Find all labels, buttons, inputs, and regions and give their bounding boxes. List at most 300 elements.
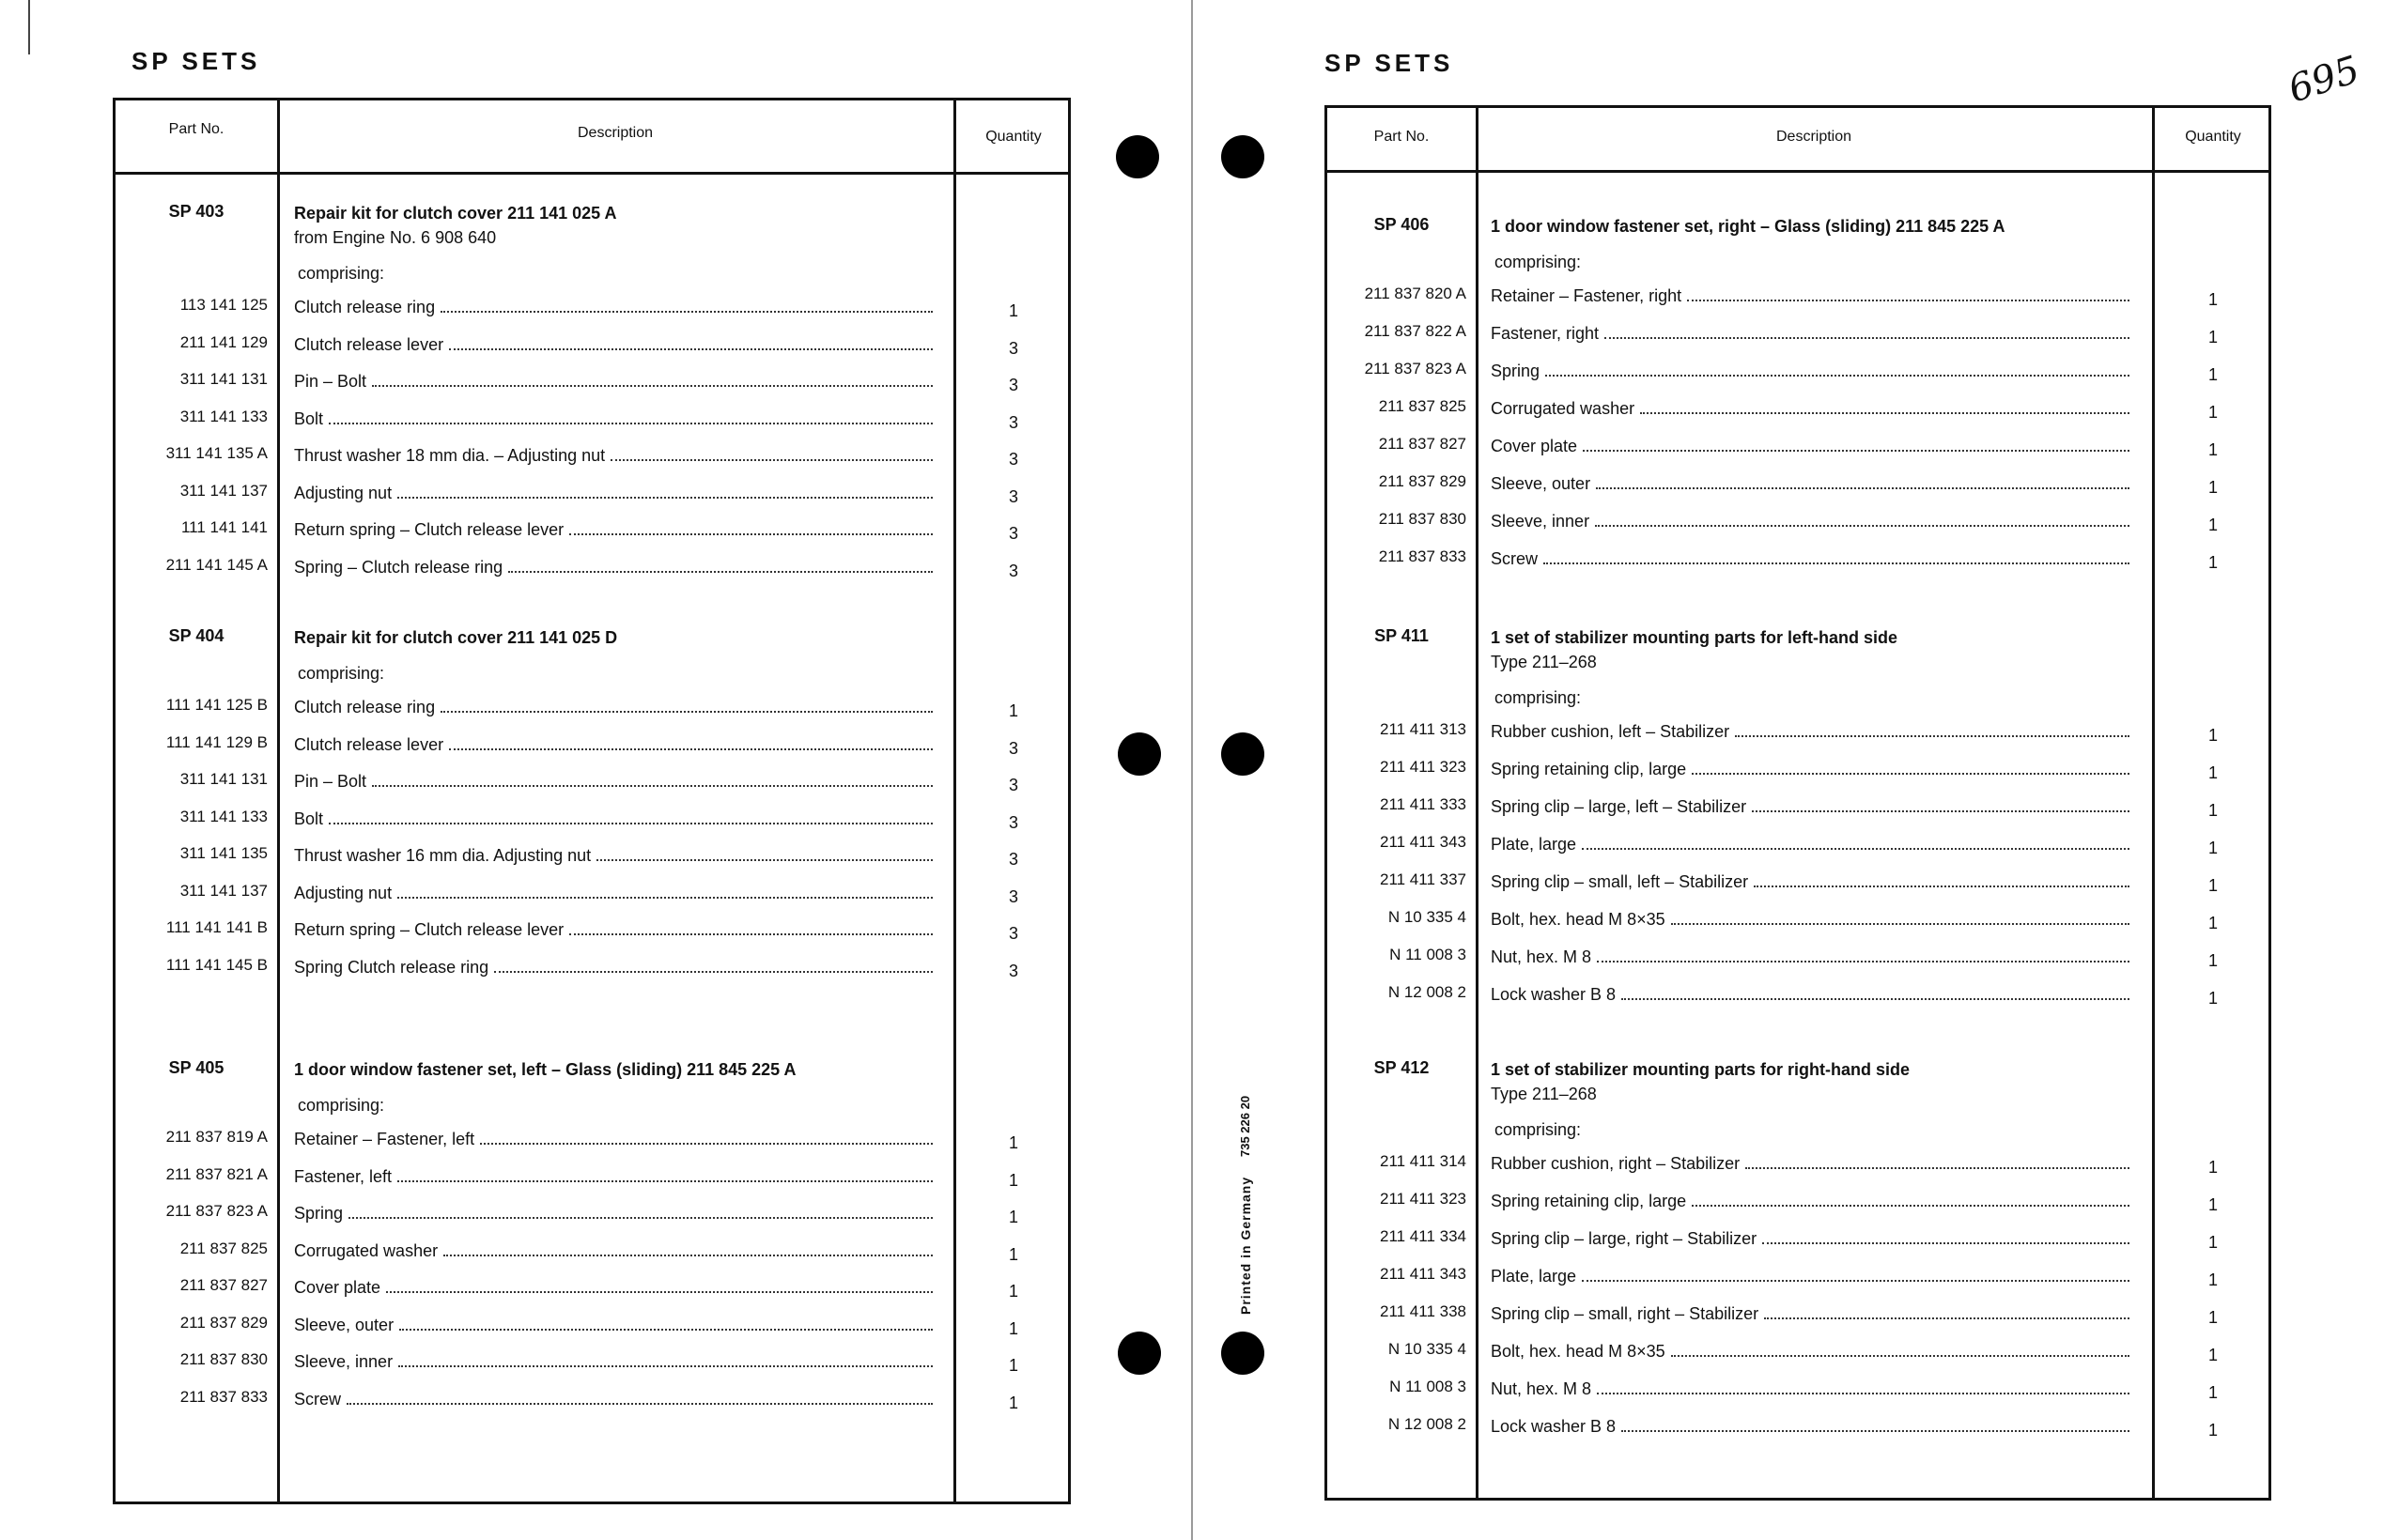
dot-leader (399, 1316, 933, 1331)
part-number: 311 141 137 (179, 881, 268, 900)
dot-leader (1582, 1267, 2129, 1282)
part-number: 111 141 145 B (165, 955, 268, 974)
description-text: Bolt (294, 408, 324, 428)
comprising-label: comprising: (298, 664, 385, 683)
quantity: 1 (2207, 989, 2218, 1008)
comprising-label: comprising: (1494, 253, 1582, 271)
punch-hole (1118, 1332, 1161, 1375)
part-number: 211 837 833 (1378, 547, 1466, 565)
dot-leader (480, 1130, 933, 1145)
part-number: 211 411 323 (1379, 758, 1466, 776)
table-row (116, 808, 1068, 841)
dot-leader (1735, 722, 2129, 737)
description-text: Clutch release ring (294, 298, 436, 316)
part-number: 211 411 334 (1379, 1227, 1466, 1245)
dot-leader (348, 1204, 933, 1219)
part-number: 211 411 338 (1379, 1302, 1466, 1320)
part-number: 211 141 145 A (165, 555, 268, 574)
item-description (294, 846, 933, 866)
quantity: 3 (1008, 776, 1018, 794)
part-number: 111 141 141 B (165, 918, 268, 936)
dot-leader (1582, 835, 2129, 850)
part-number: 211 411 323 (1379, 1190, 1466, 1208)
description-text: Spring – Clutch release ring (294, 557, 503, 577)
description-text: Sleeve, outer (1491, 474, 1591, 493)
table-row (116, 918, 1068, 952)
table-row (1327, 1378, 2268, 1411)
description-text: Clutch release ring (294, 698, 436, 716)
comprising-label: comprising: (298, 1096, 385, 1115)
item-description (1491, 872, 2129, 892)
punch-hole (1221, 135, 1264, 178)
table-row (116, 770, 1068, 804)
table-row (116, 333, 1068, 367)
description-text: Lock washer B 8 (1491, 1417, 1617, 1436)
comprising-label: comprising: (298, 264, 385, 283)
handwritten-page-number: 695 (2283, 48, 2365, 112)
header-quantity: Quantity (2185, 129, 2241, 145)
table-row (116, 556, 1068, 590)
quantity: 3 (1008, 376, 1018, 394)
table-row (1327, 983, 2268, 1017)
quantity: 3 (1008, 961, 1018, 980)
set-id: SP 404 (168, 626, 224, 645)
table-row (1327, 397, 2268, 431)
dot-leader (1752, 797, 2129, 812)
quantity: 1 (1008, 1393, 1018, 1412)
quantity: 1 (2207, 876, 2218, 895)
dot-leader (1595, 512, 2129, 527)
description-text: Adjusting nut (294, 883, 393, 902)
table-row (1327, 322, 2268, 356)
table-row (1327, 833, 2268, 867)
set-id: SP 405 (168, 1058, 224, 1077)
set-title: 1 door window fastener set, right – Glass (sliding) 211 845 225 A (1491, 217, 2005, 236)
quantity: 1 (1008, 1133, 1018, 1152)
quantity: 3 (1008, 561, 1018, 580)
dot-leader (508, 558, 933, 573)
quantity: 1 (2207, 1233, 2218, 1252)
printed-code: 735 226 20 (1238, 1095, 1252, 1157)
description-text: Spring Clutch release ring (294, 957, 489, 977)
part-number: 311 141 133 (179, 407, 268, 425)
item-description (1491, 910, 2129, 930)
punch-hole (1221, 732, 1264, 776)
description-text: Spring (294, 1204, 344, 1223)
header-divider (1327, 170, 2268, 173)
set-title: Repair kit for clutch cover 211 141 025 D (294, 628, 618, 647)
table-row (1327, 1340, 2268, 1374)
set-id: SP 403 (168, 202, 224, 221)
set-title: Repair kit for clutch cover 211 141 025 A (294, 204, 617, 223)
item-description (1491, 1417, 2129, 1437)
description-text: Retainer – Fastener, left (294, 1130, 475, 1148)
quantity: 3 (1008, 738, 1018, 758)
part-number: 211 141 129 (179, 332, 268, 351)
quantity: 1 (2207, 290, 2218, 309)
table-row (116, 1165, 1068, 1199)
dot-leader (397, 484, 933, 499)
part-number: 211 837 825 (179, 1239, 268, 1257)
item-description (294, 409, 933, 429)
dot-leader (1621, 985, 2129, 1000)
table-row (1327, 1152, 2268, 1186)
item-description (294, 772, 933, 792)
item-description (1491, 1192, 2129, 1211)
description-text: Sleeve, inner (1491, 512, 1590, 531)
part-number: 111 141 125 B (165, 696, 268, 714)
part-number: 311 141 131 (179, 370, 268, 388)
item-description (294, 1130, 933, 1149)
punch-hole (1221, 1332, 1264, 1375)
item-description (294, 920, 933, 940)
item-description (294, 698, 933, 717)
set-title: 1 door window fastener set, left – Glass (sliding) 211 845 225 A (294, 1060, 797, 1079)
dot-leader (1671, 1342, 2129, 1357)
quantity: 1 (1008, 301, 1018, 320)
description-text: Lock washer B 8 (1491, 985, 1617, 1004)
description-text: Corrugated washer (1491, 399, 1635, 418)
part-number: 211 411 343 (1379, 1265, 1466, 1283)
dot-leader (449, 735, 933, 750)
description-text: Nut, hex. M 8 (1491, 947, 1592, 966)
description-text: Spring retaining clip, large (1491, 760, 1687, 778)
table-row (116, 1314, 1068, 1348)
item-description (294, 446, 933, 466)
dot-leader (1543, 549, 2129, 564)
quantity: 3 (1008, 886, 1018, 906)
dot-leader (1692, 760, 2129, 775)
dot-leader (1754, 872, 2129, 887)
item-description (294, 1241, 933, 1261)
table-row (1327, 720, 2268, 754)
part-number: 111 141 129 B (165, 732, 268, 751)
description-text: Screw (294, 1389, 342, 1409)
part-number: 311 141 135 (179, 844, 268, 862)
quantity: 3 (1008, 450, 1018, 469)
item-description (294, 298, 933, 317)
set-subtitle: from Engine No. 6 908 640 (294, 228, 497, 247)
quantity: 1 (2207, 801, 2218, 820)
quantity: 3 (1008, 850, 1018, 869)
part-number: 211 837 825 (1378, 397, 1466, 415)
dot-leader (1604, 324, 2129, 339)
quantity: 1 (2207, 726, 2218, 745)
part-number: 211 837 827 (179, 1276, 268, 1294)
table-row (1327, 1415, 2268, 1449)
table-row (116, 1276, 1068, 1310)
header-divider (116, 172, 1068, 175)
dot-leader (1640, 399, 2129, 414)
item-description (294, 809, 933, 829)
quantity: 1 (2207, 365, 2218, 384)
item-description (1491, 399, 2129, 419)
item-description (294, 958, 933, 978)
description-text: Corrugated washer (294, 1240, 439, 1260)
description-text: Plate, large (1491, 835, 1577, 854)
table-row (116, 408, 1068, 441)
part-number: 211 837 822 A (1364, 322, 1466, 340)
dot-leader (347, 1390, 933, 1405)
table-row (1327, 1302, 2268, 1336)
quantity: 3 (1008, 924, 1018, 943)
item-description (294, 735, 933, 755)
description-text: Spring clip – large, left – Stabilizer (1491, 797, 1747, 816)
quantity: 1 (2207, 1346, 2218, 1364)
part-number: 311 141 133 (179, 807, 268, 825)
item-description (294, 484, 933, 503)
scan-edge-mark (28, 0, 30, 54)
quantity: 1 (2207, 478, 2218, 497)
table-row (1327, 1227, 2268, 1261)
dot-leader (372, 772, 933, 787)
quantity: 1 (2207, 403, 2218, 422)
header-quantity: Quantity (985, 129, 1042, 145)
part-number: 211 837 823 A (165, 1202, 268, 1220)
dot-leader (1596, 474, 2129, 489)
table-row (116, 1202, 1068, 1236)
dot-leader (441, 698, 933, 713)
item-description (1491, 985, 2129, 1005)
item-description (1491, 835, 2129, 855)
item-description (1491, 1304, 2129, 1324)
item-description (1491, 324, 2129, 344)
item-description (294, 558, 933, 578)
description-text: Rubber cushion, right – Stabilizer (1491, 1154, 1741, 1173)
description-text: Clutch release lever (294, 334, 444, 354)
description-text: Rubber cushion, left – Stabilizer (1491, 722, 1730, 741)
item-description (1491, 947, 2129, 967)
quantity: 1 (2207, 1383, 2218, 1402)
description-text: Cover plate (1491, 437, 1578, 455)
table-row (116, 882, 1068, 916)
quantity: 1 (1008, 1208, 1018, 1226)
quantity: 1 (2207, 1421, 2218, 1440)
quantity: 3 (1008, 486, 1018, 506)
table-row (1327, 795, 2268, 829)
item-description (294, 884, 933, 903)
part-number: 311 141 135 A (165, 444, 268, 462)
part-number: 211 837 829 (1378, 472, 1466, 490)
page-title-left: SP SETS (132, 47, 261, 75)
item-description (1491, 1379, 2129, 1399)
table-row (1327, 472, 2268, 506)
item-description (1491, 512, 2129, 531)
part-number: 113 141 125 (179, 296, 268, 314)
table-row (116, 370, 1068, 404)
header-description: Description (577, 125, 654, 141)
quantity: 1 (2207, 914, 2218, 932)
part-number: 211 411 337 (1379, 870, 1466, 888)
description-text: Retainer – Fastener, right (1491, 286, 1682, 305)
set-subtitle: Type 211–268 (1491, 1085, 1597, 1103)
table-row (116, 844, 1068, 878)
header-part-no: Part No. (1373, 129, 1430, 145)
description-text: Thrust washer 16 mm dia. Adjusting nut (294, 846, 592, 865)
table-row (116, 1388, 1068, 1422)
table-row (116, 733, 1068, 767)
part-number: 311 141 131 (179, 770, 268, 788)
dot-leader (1745, 1154, 2129, 1169)
item-description (1491, 760, 2129, 779)
quantity: 1 (2207, 1270, 2218, 1289)
quantity: 1 (2207, 951, 2218, 970)
quantity: 1 (1008, 701, 1018, 720)
punch-hole (1116, 135, 1159, 178)
part-number: N 12 008 2 (1387, 1415, 1466, 1433)
table-row (116, 696, 1068, 730)
dot-leader (329, 409, 933, 424)
dot-leader (449, 335, 933, 350)
item-description (1491, 437, 2129, 456)
description-text: Spring retaining clip, large (1491, 1192, 1687, 1210)
set-title: 1 set of stabilizer mounting parts for right-hand side (1491, 1060, 1911, 1079)
set-title: 1 set of stabilizer mounting parts for left-hand side (1491, 628, 1898, 647)
printed-in-germany: Printed in Germany (1238, 1176, 1253, 1315)
part-number: 211 837 827 (1378, 435, 1466, 453)
part-number: 211 837 833 (179, 1387, 268, 1406)
table-row (116, 1128, 1068, 1162)
table-row (116, 296, 1068, 330)
part-number: 211 411 343 (1379, 833, 1466, 851)
item-description (294, 1204, 933, 1224)
description-text: Fastener, right (1491, 324, 1600, 343)
item-description (1491, 549, 2129, 569)
dot-leader (386, 1278, 933, 1293)
description-text: Spring (1491, 362, 1540, 380)
part-number: 211 837 830 (1378, 510, 1466, 528)
dot-leader (441, 298, 933, 313)
description-text: Clutch release lever (294, 734, 444, 754)
quantity: 1 (2207, 516, 2218, 534)
quantity: 1 (2207, 1308, 2218, 1327)
quantity: 3 (1008, 812, 1018, 832)
item-description (294, 372, 933, 392)
part-number: 211 837 829 (179, 1313, 268, 1332)
table-row (116, 1350, 1068, 1384)
table-row (116, 1240, 1068, 1273)
dot-leader (1597, 947, 2129, 962)
quantity: 3 (1008, 524, 1018, 543)
part-number: 211 411 313 (1379, 720, 1466, 738)
part-number: 111 141 141 (180, 518, 268, 536)
dot-leader (1692, 1192, 2129, 1207)
dot-leader (596, 846, 933, 861)
table-row (1327, 758, 2268, 792)
item-description (1491, 1267, 2129, 1286)
part-number: 311 141 137 (179, 481, 268, 500)
description-text: Spring clip – small, right – Stabilizer (1491, 1304, 1759, 1323)
quantity: 1 (2207, 763, 2218, 782)
dot-leader (569, 520, 933, 535)
header-description: Description (1775, 129, 1852, 145)
part-number: 211 837 830 (179, 1350, 268, 1368)
page-fold-line (1191, 0, 1193, 1540)
table-row (116, 482, 1068, 516)
quantity: 1 (1008, 1170, 1018, 1190)
part-number: 211 411 314 (1379, 1152, 1466, 1170)
dot-leader (1687, 286, 2129, 301)
item-description (1491, 286, 2129, 306)
set-id: SP 412 (1373, 1058, 1430, 1077)
description-text: Return spring – Clutch release lever (294, 920, 565, 939)
quantity: 1 (2207, 839, 2218, 857)
description-text: Cover plate (294, 1278, 381, 1297)
quantity: 1 (2207, 440, 2218, 459)
punch-hole (1118, 732, 1161, 776)
description-text: Sleeve, outer (294, 1315, 395, 1334)
table-row (1327, 1190, 2268, 1224)
quantity: 1 (2207, 328, 2218, 346)
description-text: Fastener, left (294, 1166, 393, 1186)
item-description (1491, 362, 2129, 381)
part-number: 211 837 819 A (165, 1128, 268, 1146)
quantity: 1 (2207, 1195, 2218, 1214)
set-id: SP 411 (1374, 626, 1429, 645)
part-number: N 10 335 4 (1387, 1340, 1466, 1358)
dot-leader (1545, 362, 2129, 377)
dot-leader (372, 372, 933, 387)
part-number: N 11 008 3 (1389, 1378, 1466, 1395)
description-text: Spring clip – small, left – Stabilizer (1491, 872, 1749, 891)
table-row (1327, 285, 2268, 318)
dot-leader (397, 884, 933, 899)
description-text: Spring clip – large, right – Stabilizer (1491, 1229, 1757, 1248)
item-description (294, 520, 933, 540)
description-text: Bolt (294, 808, 324, 828)
table-row (1327, 547, 2268, 581)
table-row (1327, 946, 2268, 979)
quantity: 3 (1008, 338, 1018, 358)
table-row (1327, 360, 2268, 393)
table-row (116, 518, 1068, 552)
dot-leader (398, 1352, 933, 1367)
dot-leader (329, 809, 933, 824)
description-text: Screw (1491, 549, 1539, 568)
quantity: 1 (1008, 1282, 1018, 1301)
item-description (294, 1390, 933, 1409)
part-number: 211 411 333 (1379, 795, 1466, 813)
item-description (294, 1316, 933, 1335)
dot-leader (1671, 910, 2129, 925)
dot-leader (569, 920, 933, 935)
quantity: 1 (1008, 1356, 1018, 1375)
part-number: 211 837 823 A (1364, 360, 1466, 377)
description-text: Thrust washer 18 mm dia. – Adjusting nut (294, 446, 606, 465)
set-id: SP 406 (1373, 215, 1430, 234)
dot-leader (1621, 1417, 2129, 1432)
table-row (1327, 1265, 2268, 1299)
description-text: Sleeve, inner (294, 1352, 394, 1371)
table-row (1327, 908, 2268, 942)
item-description (294, 335, 933, 355)
page-title-right: SP SETS (1324, 49, 1454, 77)
item-description (1491, 474, 2129, 494)
dot-leader (397, 1167, 933, 1182)
item-description (294, 1167, 933, 1187)
item-description (1491, 1229, 2129, 1249)
description-text: Pin – Bolt (294, 772, 367, 791)
dot-leader (1597, 1379, 2129, 1394)
item-description (294, 1278, 933, 1298)
parts-table-right (1324, 105, 2271, 1501)
description-text: Pin – Bolt (294, 372, 367, 391)
item-description (1491, 1154, 2129, 1174)
item-description (1491, 1342, 2129, 1362)
part-number: N 10 335 4 (1387, 908, 1466, 926)
quantity: 1 (1008, 1244, 1018, 1264)
table-row (1327, 870, 2268, 904)
